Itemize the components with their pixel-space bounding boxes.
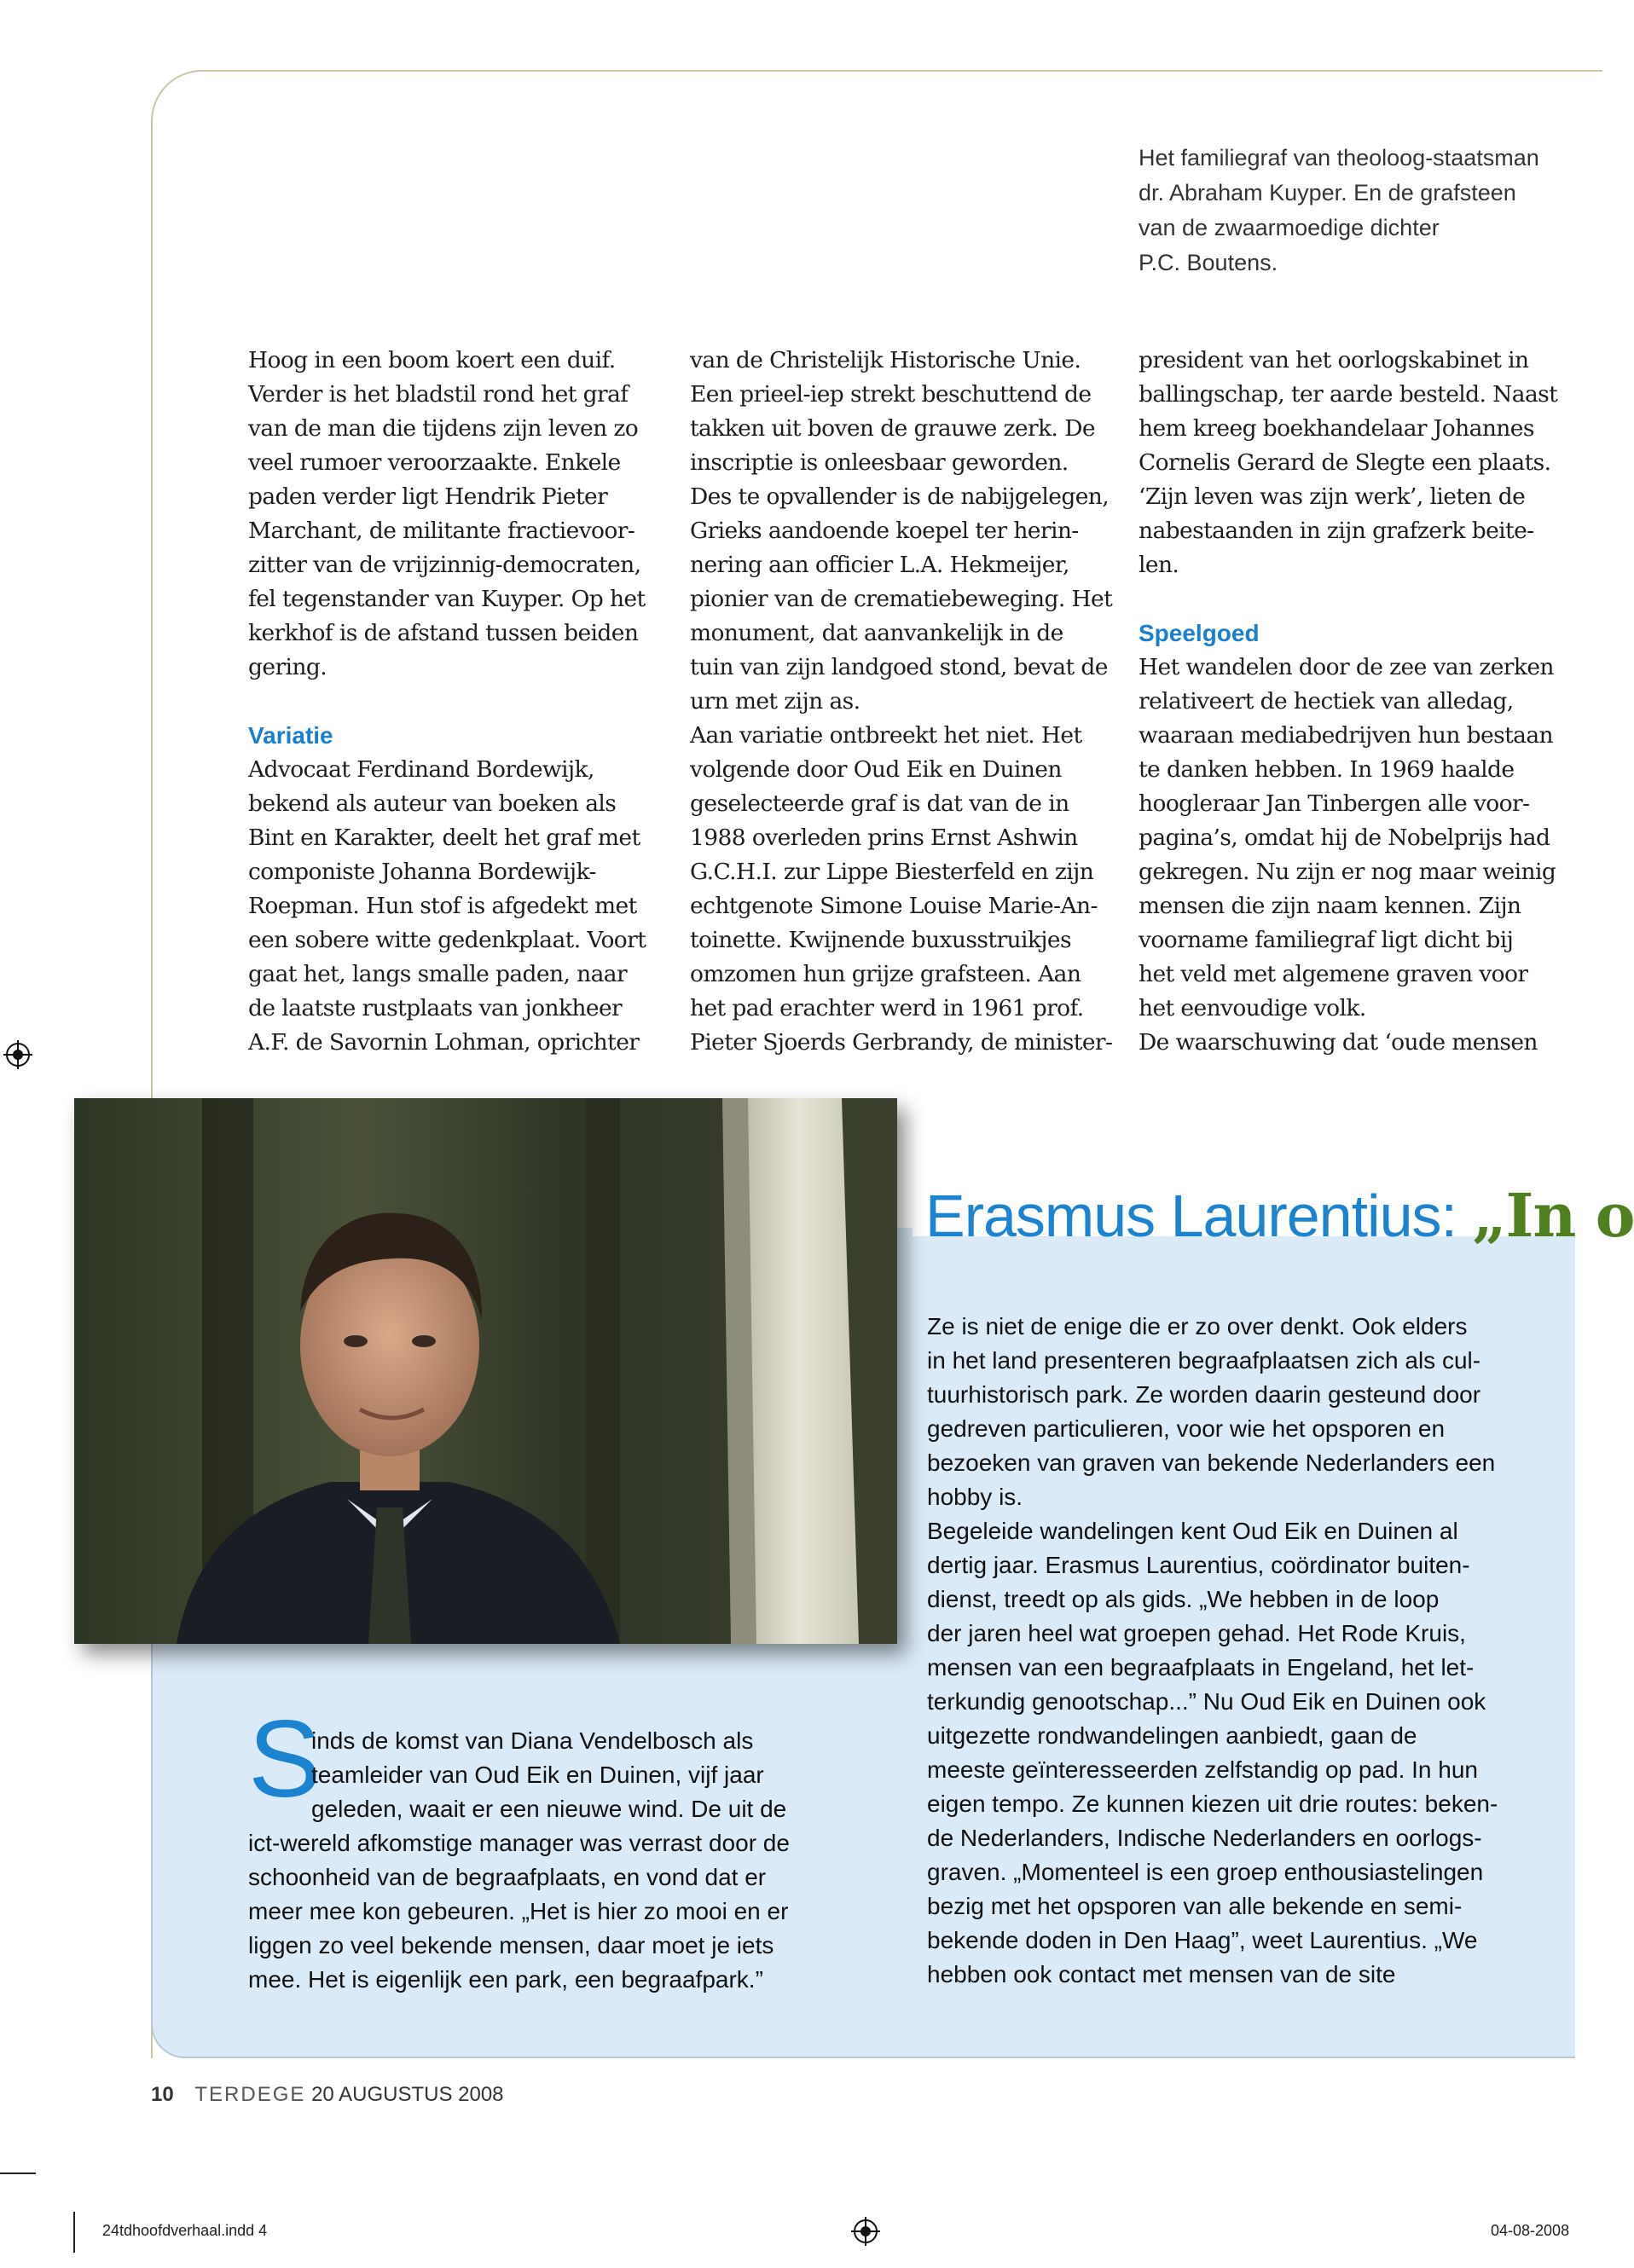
text-line: Marchant, de militante fractievoor- <box>248 518 635 544</box>
caption-line: Het familiegraf van theoloog-staatsman <box>1139 145 1539 171</box>
section-heading-speelgoed: Speelgoed <box>1139 620 1260 646</box>
text-line: teamleider van Oud Eik en Duinen, vijf jaar <box>311 1762 764 1788</box>
text-line: geleden, waait er een nieuwe wind. De uit de <box>311 1796 787 1822</box>
portrait-photo <box>74 1098 897 1644</box>
interview-box-right-column <box>927 1310 1567 1992</box>
text-line: mensen van een begraafplaats in Engeland, het let- <box>927 1654 1475 1681</box>
text-line: tuin van zijn landgoed stond, bevat de <box>690 654 1108 680</box>
text-line: veel rumoer veroorzaakte. Enkele <box>248 449 621 476</box>
text-line: van de man die tijdens zijn leven zo <box>248 415 639 442</box>
page-footer <box>151 2083 504 2107</box>
text-line: Bint en Karakter, deelt het graf met <box>248 824 640 851</box>
text-line: Pieter Sjoerds Gerbrandy, de minister- <box>690 1029 1113 1056</box>
text-line: waaraan mediabedrijven hun bestaan <box>1139 722 1553 749</box>
text-line: 1988 overleden prins Ernst Ashwin <box>690 824 1078 851</box>
text-line: monument, dat aanvankelijk in de <box>690 620 1063 646</box>
text-line: De waarschuwing dat ‘oude mensen <box>1139 1029 1538 1056</box>
text-line: hem kreeg boekhandelaar Johannes <box>1139 415 1534 442</box>
text-line: mensen die zijn naam kennen. Zijn <box>1139 893 1521 919</box>
text-line: Advocaat Ferdinand Bordewijk, <box>248 756 594 783</box>
text-line: Cornelis Gerard de Slegte een plaats. <box>1139 449 1551 476</box>
text-line: len. <box>1139 552 1179 578</box>
text-line: geselecteerde graf is dat van de in <box>690 790 1069 817</box>
article-column-2 <box>690 344 1116 1060</box>
article-column-1 <box>248 344 649 1060</box>
text-line: een sobere witte gedenkplaat. Voort <box>248 927 646 953</box>
text-line: Een prieel-iep strekt beschuttend de <box>690 381 1092 408</box>
caption-line: dr. Abraham Kuyper. En de grafsteen <box>1139 180 1516 205</box>
text-line: meeste geïnteresseerden zelfstandig op pad. In hun <box>927 1756 1478 1783</box>
text-line: mee. Het is eigenlijk een park, een begraafpark.” <box>248 1966 763 1993</box>
text-line: kerkhof is de afstand tussen beiden <box>248 620 639 646</box>
text-line: nabestaanden in zijn grafzerk beite- <box>1139 518 1534 544</box>
text-line: echtgenote Simone Louise Marie-An- <box>690 893 1098 919</box>
text-line: liggen zo veel bekende mensen, daar moet je iets <box>248 1932 774 1958</box>
text-line: pagina’s, omdat hij de Nobelprijs had <box>1139 824 1550 851</box>
text-line: de Nederlanders, Indische Nederlanders en oorlogs- <box>927 1825 1482 1851</box>
text-line: te danken hebben. In 1969 haalde <box>1139 756 1515 783</box>
slug-date: 04-08-2008 <box>1491 2222 1570 2239</box>
text-line: omzomen hun grijze grafsteen. Aan <box>690 961 1081 987</box>
text-line: volgende door Oud Eik en Duinen <box>690 756 1062 783</box>
text-line: bezig met het opsporen van alle bekende en semi- <box>927 1893 1463 1919</box>
article-column-3 <box>1139 344 1573 1060</box>
section-heading-variatie: Variatie <box>248 722 333 749</box>
text-line: terkundig genootschap...” Nu Oud Eik en Duinen ook <box>927 1688 1486 1715</box>
crop-mark <box>0 2173 36 2174</box>
text-line: de laatste rustplaats van jonkheer <box>248 995 623 1021</box>
text-line: hoogleraar Jan Tinbergen alle voor- <box>1139 790 1530 817</box>
text-line: meer mee kon gebeuren. „Het is hier zo mooi en er <box>248 1898 789 1924</box>
text-line: paden verder ligt Hendrik Pieter <box>248 483 608 510</box>
text-line: zitter van de vrijzinnig-democraten, <box>248 552 641 578</box>
caption-line: van de zwaarmoedige dichter <box>1139 215 1440 240</box>
text-line: ‘Zijn leven was zijn werk’, lieten de <box>1139 483 1526 510</box>
text-line: urn met zijn as. <box>690 688 860 715</box>
issue-date: 20 AUGUSTUS 2008 <box>311 2083 504 2106</box>
crop-mark <box>73 2212 75 2253</box>
page-number: 10 <box>151 2083 174 2106</box>
text-line: het veld met algemene graven voor <box>1139 961 1528 987</box>
text-line: dienst, treedt op als gids. „We hebben in de loop <box>927 1586 1440 1612</box>
text-line: president van het oorlogskabinet in <box>1139 347 1529 373</box>
text-line: uitgezette rondwandelingen aanbiedt, gaan de <box>927 1722 1417 1749</box>
text-line: bekend als auteur van boeken als <box>248 790 617 817</box>
text-line: eigen tempo. Ze kunnen kiezen uit drie routes: beken- <box>927 1791 1498 1817</box>
text-line: relativeert de hectiek van alledag, <box>1139 688 1514 715</box>
text-line: Verder is het bladstil rond het graf <box>248 381 629 408</box>
text-line: ballingschap, ter aarde besteld. Naast <box>1139 381 1558 408</box>
text-line: Hoog in een boom koert een duif. <box>248 347 616 373</box>
text-line: A.F. de Savornin Lohman, oprichter <box>248 1029 640 1056</box>
text-line: bekende doden in Den Haag”, weet Laurentius. „We <box>927 1927 1478 1953</box>
text-line: inds de komst van Diana Vendelbosch als <box>311 1727 754 1754</box>
text-line: gaat het, langs smalle paden, naar <box>248 961 628 987</box>
registration-mark-icon <box>3 1040 32 1069</box>
text-line: graven. „Momenteel is een groep enthousiastelingen <box>927 1859 1484 1885</box>
text-line: schoonheid van de begraafplaats, en vond dat er <box>248 1864 767 1890</box>
text-line: pionier van de crematiebeweging. Het <box>690 586 1113 612</box>
title-quote: „In o <box>1472 1180 1634 1251</box>
slug-filename: 24tdhoofdverhaal.indd 4 <box>102 2222 268 2239</box>
registration-mark-icon <box>851 2217 880 2246</box>
magazine-name: TERDEGE <box>194 2083 306 2106</box>
text-line: G.C.H.I. zur Lippe Biesterfeld en zijn <box>690 859 1094 885</box>
text-line: nering aan officier L.A. Hekmeijer, <box>690 552 1069 578</box>
text-line: componiste Johanna Bordewijk- <box>248 859 596 885</box>
text-line: gedreven particulieren, voor wie het opsporen en <box>927 1415 1446 1442</box>
text-line: hebben ook contact met mensen van de site <box>927 1961 1396 1987</box>
text-line: voorname familiegraf ligt dicht bij <box>1139 927 1514 953</box>
text-line: hobby is. <box>927 1484 1023 1510</box>
text-line: Des te opvallender is de nabijgelegen, <box>690 483 1110 510</box>
text-line: dertig jaar. Erasmus Laurentius, coördinator buiten- <box>927 1552 1470 1578</box>
drop-cap: S <box>248 1698 322 1820</box>
text-line: toinette. Kwijnende buxusstruikjes <box>690 927 1071 953</box>
interview-box-title <box>925 1180 1634 1251</box>
text-line: in het land presenteren begraafplaatsen zich als cul- <box>927 1347 1481 1374</box>
text-line: Het wandelen door de zee van zerken <box>1139 654 1554 680</box>
text-line: der jaren heel wat groepen gehad. Het Rode Kruis, <box>927 1620 1466 1646</box>
caption-line: P.C. Boutens. <box>1139 250 1278 275</box>
text-line: tuurhistorisch park. Ze worden daarin gesteund door <box>927 1381 1481 1408</box>
text-line: Roepman. Hun stof is afgedekt met <box>248 893 637 919</box>
text-line: gekregen. Nu zijn er nog maar weinig <box>1139 859 1556 885</box>
text-line: gering. <box>248 654 327 680</box>
text-line: ict-wereld afkomstige manager was verrast door de <box>248 1830 790 1856</box>
title-main: Erasmus Laurentius: <box>925 1183 1473 1249</box>
text-line: het eenvoudige volk. <box>1139 995 1366 1021</box>
text-line: inscriptie is onleesbaar geworden. <box>690 449 1069 476</box>
text-line: Aan variatie ontbreekt het niet. Het <box>690 722 1082 749</box>
photo-caption <box>1139 141 1565 281</box>
text-line: takken uit boven de grauwe zerk. De <box>690 415 1095 442</box>
text-line: Ze is niet de enige die er zo over denkt. Ook elders <box>927 1313 1468 1339</box>
text-line: het pad erachter werd in 1961 prof. <box>690 995 1084 1021</box>
text-line: Begeleide wandelingen kent Oud Eik en Duinen al <box>927 1518 1458 1544</box>
interview-box-left-column <box>248 1724 862 1997</box>
text-line: bezoeken van graven van bekende Nederlanders een <box>927 1449 1496 1476</box>
text-line: van de Christelijk Historische Unie. <box>690 347 1081 373</box>
text-line: Grieks aandoende koepel ter herin- <box>690 518 1079 544</box>
text-line: fel tegenstander van Kuyper. Op het <box>248 586 646 612</box>
